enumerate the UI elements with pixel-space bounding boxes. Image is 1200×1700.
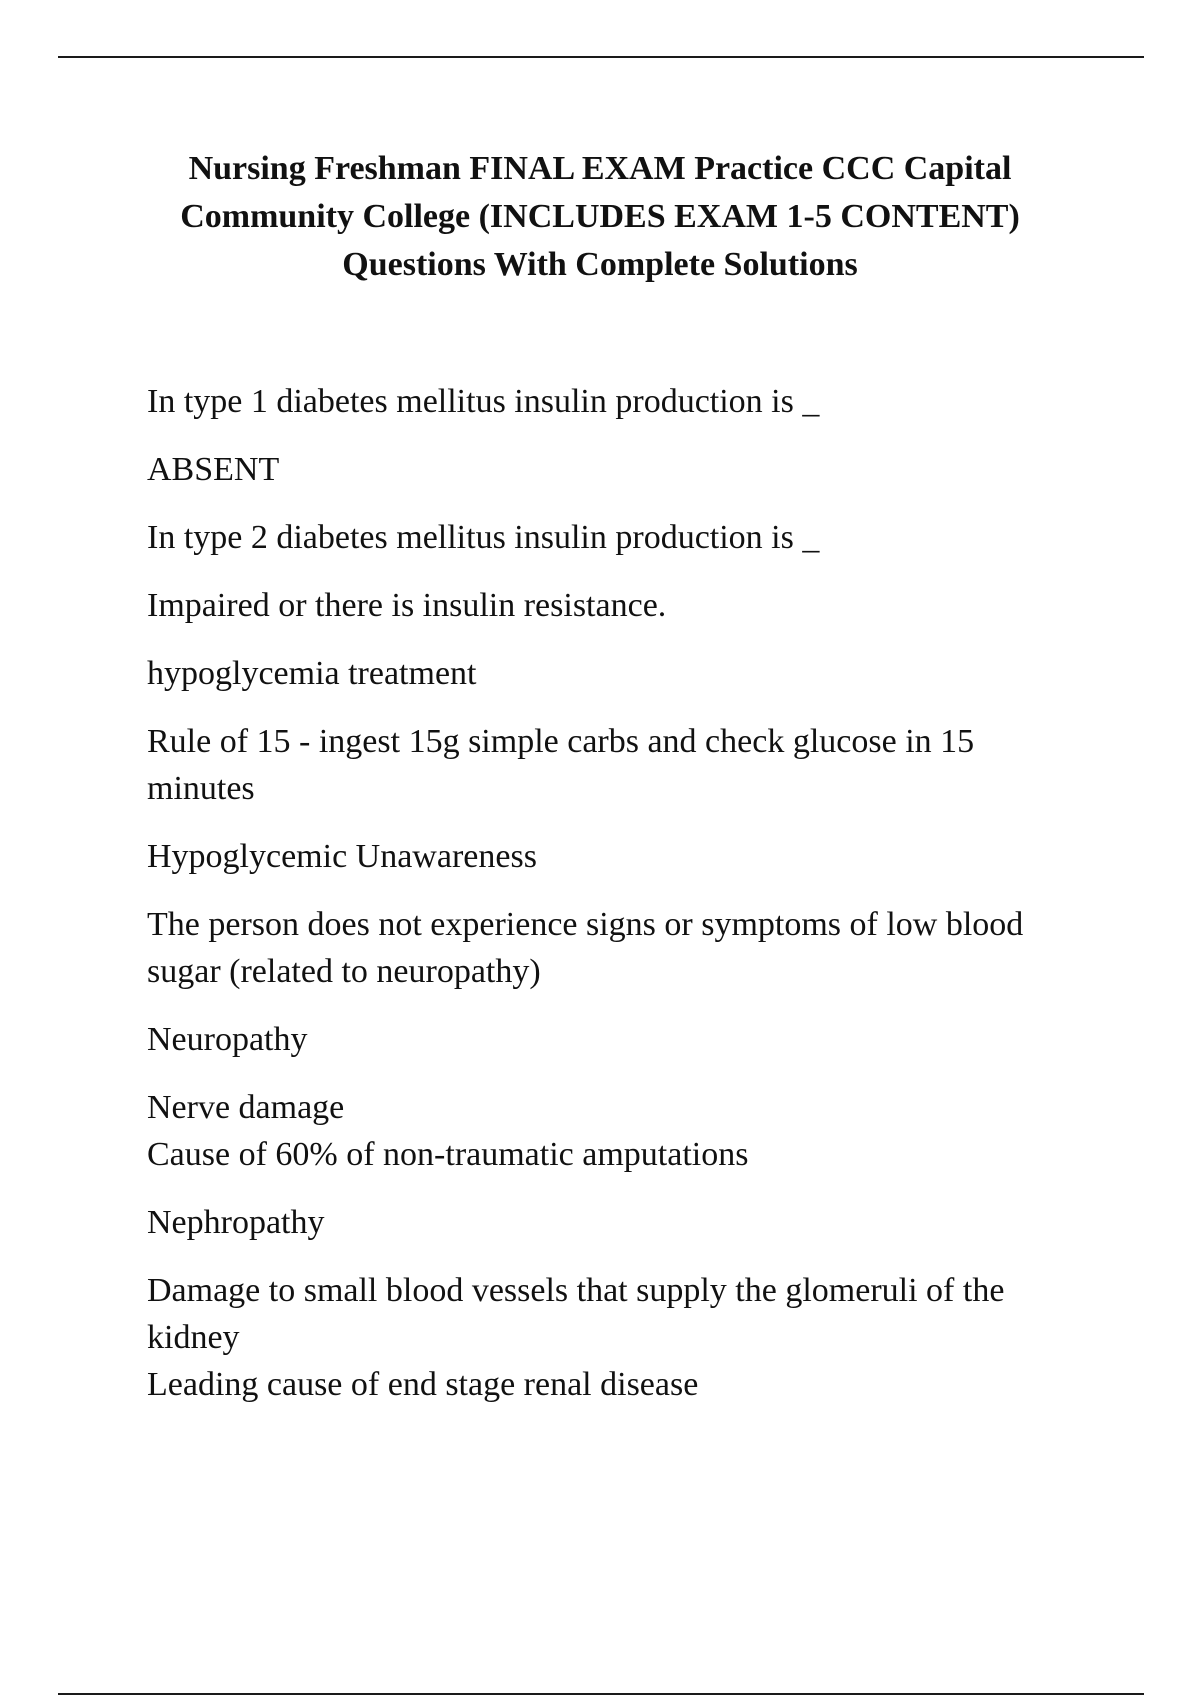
question-text: In type 1 diabetes mellitus insulin production is _: [147, 383, 820, 420]
question-text: Neuropathy: [147, 1021, 308, 1058]
question-text: hypoglycemia treatment: [147, 655, 477, 692]
question-text: In type 2 diabetes mellitus insulin production is _: [147, 519, 820, 556]
question-text: Hypoglycemic Unawareness: [147, 838, 537, 875]
top-divider: [58, 56, 1144, 58]
title-line: Questions With Complete Solutions: [342, 246, 858, 283]
answer-text: ABSENT: [147, 451, 280, 488]
qa-content: [147, 378, 1107, 1429]
answer-text: Nerve damage Cause of 60% of non-traumatic amputations: [147, 1089, 749, 1173]
page-title: [130, 145, 1070, 289]
answer-text: Damage to small blood vessels that supply the glomeruli of the kidney Leading cause of end stage renal disease: [147, 1272, 1005, 1403]
answer-text: The person does not experience signs or symptoms of low blood sugar (related to neuropathy): [147, 906, 1024, 990]
bottom-divider: [58, 1693, 1144, 1695]
question-text: Nephropathy: [147, 1204, 325, 1241]
answer-text: Rule of 15 - ingest 15g simple carbs and check glucose in 15 minutes: [147, 723, 975, 807]
title-line: Nursing Freshman FINAL EXAM Practice CCC Capital: [188, 150, 1012, 187]
title-line: Community College (INCLUDES EXAM 1-5 CONTENT): [180, 198, 1020, 235]
answer-text: Impaired or there is insulin resistance.: [147, 587, 667, 624]
